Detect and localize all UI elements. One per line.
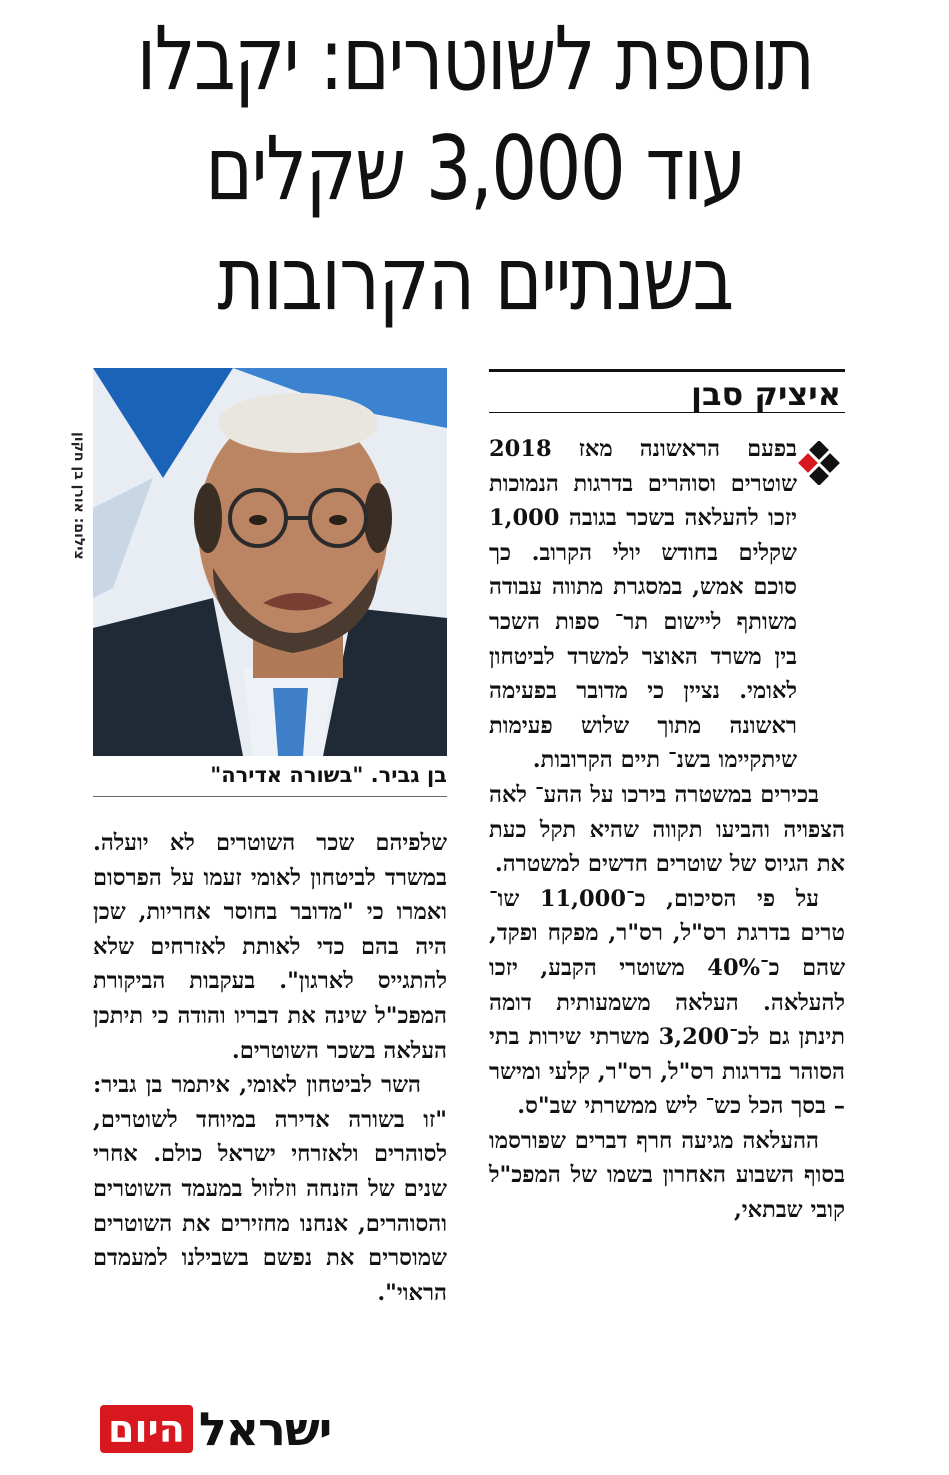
article-paragraph: השר לביטחון לאומי, איתמר בן גביר: "זו בשורה אדירה במיוחד לשוטרים, לסוהרים ולאזרחי ישראל כולם. אחרי שנים של הזנחה וזלזול במעמד השוטרים והסוהרים, אנחנו מחזירים את השוטרים שמוסרים את נפשם בשבילנו למעמדם הראוי".	[93, 1072, 447, 1306]
publication-logo	[100, 1400, 380, 1458]
article-column-left	[93, 826, 447, 1310]
article-paragraph: על פי הסיכום, כ־11,000 שו־ טרים בדרגת רס"ל, רס"ר, מפקח ופקד, שהם כ־40% משוטרי הקבע, יזכו להעלאה. העלאה משמעותית דומה תינתן גם לכ־3,200 משרתי שירות בתי הסוהר בדרגות רס"ל, רס"ר, קלעי ומישר – בסך הכל כש־ ליש ממשרתי שב"ס.	[489, 885, 845, 1120]
headline	[135, 4, 816, 334]
article-column-right	[489, 432, 845, 1228]
headline-line-3: בשנתיים הקרובות	[217, 227, 733, 330]
article-paragraph: שלפיהם שכר השוטרים לא יועלה. במשרד לביטחון לאומי זעמו על הפרסום ואמרו כי "מדובר בחוסר אחריות, שכן היה בהם כדי לאותת לאזרחים שלא להתגייס לארגון". בעקבות הביקורת המפכ"ל שינה את דבריו והודה כי תיתכן העלאה בשכר השוטרים.	[93, 830, 447, 1064]
logo-hayom: היום	[100, 1405, 193, 1453]
headline-line-1: תוספת לשוטרים: יקבלו	[136, 7, 814, 110]
logo-israel: ישראל	[198, 1402, 332, 1456]
article-paragraph: בכירים במשטרה בירכו על ההע־ לאה הצפויה והביעו תקווה שהיא תקל כעת את הגיוס של שוטרים חדשים למשטרה.	[489, 781, 845, 878]
article-paragraph: ההעלאה מגיעה חרף דברים שפורסמו בסוף השבוע האחרון בשמו של המפכ"ל קובי שבתאי,	[489, 1127, 845, 1224]
author-byline: איציק סבן	[489, 369, 845, 413]
article-lead-paragraph: בפעם הראשונה מאז 2018 שוטרים וסוהרים בדרגות הנמוכות יזכו להעלאה בשכר בגובה 1,000 שקלים בחודש יולי הקרוב. כך סוכם אמש, במסגרת מתווה עבודה משותף ליישום תר־ ספות השכר בין משרד האוצר למשרד לביטחון לאומי. נציין כי מדובר בפעימה ראשונה מתוך שלוש פעימות שיתקיימו בשנ־ תיים הקרובות.	[489, 436, 797, 774]
article-photo	[93, 368, 447, 756]
headline-line-2: עוד 3,000 שקלים	[205, 117, 745, 220]
photo-caption: בן גביר. "בשורה אדירה"	[93, 760, 447, 797]
portrait-image	[93, 368, 447, 756]
photo-credit: צילום: אורן בן חקון	[71, 432, 87, 560]
